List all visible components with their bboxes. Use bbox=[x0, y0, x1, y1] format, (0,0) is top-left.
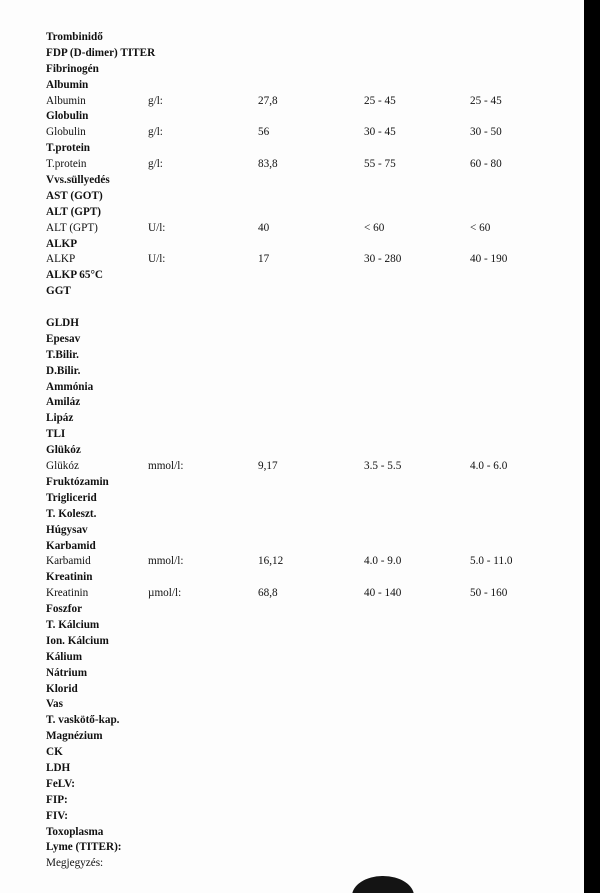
test-name: Vas bbox=[46, 698, 63, 711]
test-heading-row bbox=[46, 539, 576, 555]
test-heading-row bbox=[46, 316, 576, 332]
unit-label: mmol/l: bbox=[148, 460, 184, 473]
test-name: Trombinidő bbox=[46, 31, 103, 43]
test-name: ALT (GPT) bbox=[46, 205, 102, 218]
test-name: Kreatinin bbox=[46, 587, 89, 600]
test-name: Toxoplasma bbox=[46, 825, 104, 838]
test-name: Globulin bbox=[46, 110, 89, 123]
test-name: Fruktózamin bbox=[46, 475, 109, 488]
result-value: 16,12 bbox=[258, 555, 284, 568]
test-name: Glükóz bbox=[46, 460, 79, 473]
test-heading-row bbox=[46, 729, 576, 745]
test-name: GGT bbox=[46, 285, 71, 298]
test-name: T.Bilir. bbox=[46, 348, 79, 361]
unit-label: g/l: bbox=[148, 126, 163, 139]
test-name: Nátrium bbox=[46, 666, 88, 679]
test-heading-row bbox=[46, 745, 576, 761]
test-heading-row bbox=[46, 443, 576, 459]
test-name: Glükóz bbox=[46, 444, 81, 457]
test-name: GLDH bbox=[46, 317, 79, 330]
test-heading-row bbox=[46, 237, 576, 253]
test-name: T. Koleszt. bbox=[46, 507, 97, 520]
test-name: T. vaskötő-kap. bbox=[46, 714, 120, 727]
test-name: Karbamid bbox=[46, 539, 96, 552]
result-row bbox=[46, 157, 576, 173]
test-name: Epesav bbox=[46, 332, 81, 345]
test-heading-row bbox=[46, 475, 576, 491]
test-name: Karbamid bbox=[46, 555, 91, 568]
test-heading-row bbox=[46, 809, 576, 825]
test-name: ALKP 65°C bbox=[46, 269, 103, 282]
test-heading-row bbox=[46, 348, 576, 364]
test-name: CK bbox=[46, 746, 63, 759]
test-name: Húgysav bbox=[46, 523, 88, 536]
test-name: Globulin bbox=[46, 126, 86, 139]
test-name: Lipáz bbox=[46, 412, 74, 425]
test-heading-row bbox=[46, 427, 576, 443]
test-heading-row bbox=[46, 697, 576, 713]
test-name: T.protein bbox=[46, 142, 91, 155]
test-name: FDP (D-dimer) TITER bbox=[46, 46, 156, 59]
result-row bbox=[46, 459, 576, 475]
test-name: Kreatinin bbox=[46, 571, 93, 584]
spacer-row bbox=[46, 300, 576, 316]
unit-label: g/l: bbox=[148, 94, 163, 107]
test-heading-row bbox=[46, 395, 576, 411]
test-heading-row bbox=[46, 109, 576, 125]
reference-range-1: 30 - 45 bbox=[364, 126, 396, 139]
result-value: 83,8 bbox=[258, 158, 278, 171]
reference-range-2: 60 - 80 bbox=[470, 158, 502, 171]
test-name: Albumin bbox=[46, 78, 89, 91]
test-heading-row bbox=[46, 666, 576, 682]
result-row bbox=[46, 252, 576, 268]
test-name: Magnézium bbox=[46, 730, 103, 743]
test-heading-row bbox=[46, 491, 576, 507]
reference-range-1: < 60 bbox=[364, 221, 385, 234]
test-heading-row bbox=[46, 380, 576, 396]
reference-range-1: 4.0 - 9.0 bbox=[364, 555, 402, 568]
test-heading-row bbox=[46, 46, 576, 62]
test-heading-row bbox=[46, 825, 576, 841]
result-row bbox=[46, 856, 576, 872]
test-name: FeLV: bbox=[46, 777, 76, 790]
test-heading-row bbox=[46, 62, 576, 78]
test-heading-row bbox=[46, 682, 576, 698]
test-heading-row bbox=[46, 713, 576, 729]
result-row bbox=[46, 554, 576, 570]
test-name: ALT (GPT) bbox=[46, 221, 98, 234]
result-row bbox=[46, 94, 576, 110]
test-heading-row bbox=[46, 634, 576, 650]
test-name: LDH bbox=[46, 761, 71, 774]
test-heading-row bbox=[46, 411, 576, 427]
reference-range-1: 30 - 280 bbox=[364, 253, 402, 266]
test-name: Triglicerid bbox=[46, 491, 97, 504]
unit-label: mmol/l: bbox=[148, 555, 184, 568]
test-heading-row bbox=[46, 570, 576, 586]
result-value: 27,8 bbox=[258, 94, 278, 107]
reference-range-1: 40 - 140 bbox=[364, 587, 402, 600]
test-heading-row bbox=[46, 332, 576, 348]
result-value: 17 bbox=[258, 253, 270, 266]
test-heading-row bbox=[46, 618, 576, 634]
test-heading-row bbox=[46, 777, 576, 793]
reference-range-1: 3.5 - 5.5 bbox=[364, 460, 402, 473]
result-row bbox=[46, 221, 576, 237]
test-heading-row bbox=[46, 507, 576, 523]
test-name: D.Bilir. bbox=[46, 364, 81, 377]
test-heading-row bbox=[46, 205, 576, 221]
unit-label: µmol/l: bbox=[148, 587, 182, 600]
test-heading-row bbox=[46, 141, 576, 157]
reference-range-2: 30 - 50 bbox=[470, 126, 502, 139]
test-name: Foszfor bbox=[46, 603, 83, 616]
test-heading-row bbox=[46, 793, 576, 809]
scroll-handle[interactable] bbox=[352, 876, 414, 893]
reference-range-2: 5.0 - 11.0 bbox=[470, 555, 513, 568]
test-heading-row bbox=[46, 284, 576, 300]
unit-label: g/l: bbox=[148, 158, 163, 171]
test-name: Ammónia bbox=[46, 380, 94, 393]
result-value: 68,8 bbox=[258, 587, 278, 600]
test-name: Albumin bbox=[46, 94, 86, 107]
test-name: ALKP bbox=[46, 253, 76, 266]
unit-label: U/l: bbox=[148, 253, 166, 266]
test-heading-row bbox=[46, 602, 576, 618]
test-heading-row bbox=[46, 364, 576, 380]
result-row bbox=[46, 125, 576, 141]
test-name: Lyme (TITER): bbox=[46, 841, 122, 854]
test-name: Klorid bbox=[46, 682, 78, 695]
test-heading-row bbox=[46, 650, 576, 666]
reference-range-1: 55 - 75 bbox=[364, 158, 396, 171]
test-heading-row bbox=[46, 268, 576, 284]
reference-range-2: < 60 bbox=[470, 221, 491, 234]
test-name: Fibrinogén bbox=[46, 62, 99, 75]
test-heading-row bbox=[46, 840, 576, 856]
result-value: 40 bbox=[258, 221, 270, 234]
test-name: ALKP bbox=[46, 237, 78, 250]
test-name: Kálium bbox=[46, 650, 83, 663]
test-name: T.protein bbox=[46, 158, 87, 171]
reference-range-2: 40 - 190 bbox=[470, 253, 508, 266]
test-heading-row bbox=[46, 30, 576, 46]
test-name: FIV: bbox=[46, 809, 68, 822]
test-heading-row bbox=[46, 523, 576, 539]
test-name: TLI bbox=[46, 428, 66, 441]
result-value: 9,17 bbox=[258, 460, 278, 473]
test-name: Amiláz bbox=[46, 396, 81, 409]
test-heading-row bbox=[46, 761, 576, 777]
test-name: Vvs.süllyedés bbox=[46, 174, 110, 187]
test-heading-row bbox=[46, 78, 576, 94]
reference-range-2: 4.0 - 6.0 bbox=[470, 460, 508, 473]
unit-label: U/l: bbox=[148, 221, 166, 234]
test-heading-row bbox=[46, 173, 576, 189]
test-name: AST (GOT) bbox=[46, 189, 103, 202]
test-heading-row bbox=[46, 189, 576, 205]
test-name: Megjegyzés: bbox=[46, 857, 104, 870]
test-name: FIP: bbox=[46, 793, 68, 806]
test-name: Ion. Kálcium bbox=[46, 634, 109, 647]
reference-range-2: 25 - 45 bbox=[470, 94, 502, 107]
result-row bbox=[46, 586, 576, 602]
test-name: T. Kálcium bbox=[46, 618, 100, 631]
lab-results-list bbox=[46, 30, 576, 872]
result-value: 56 bbox=[258, 126, 270, 139]
reference-range-1: 25 - 45 bbox=[364, 94, 396, 107]
reference-range-2: 50 - 160 bbox=[470, 587, 508, 600]
